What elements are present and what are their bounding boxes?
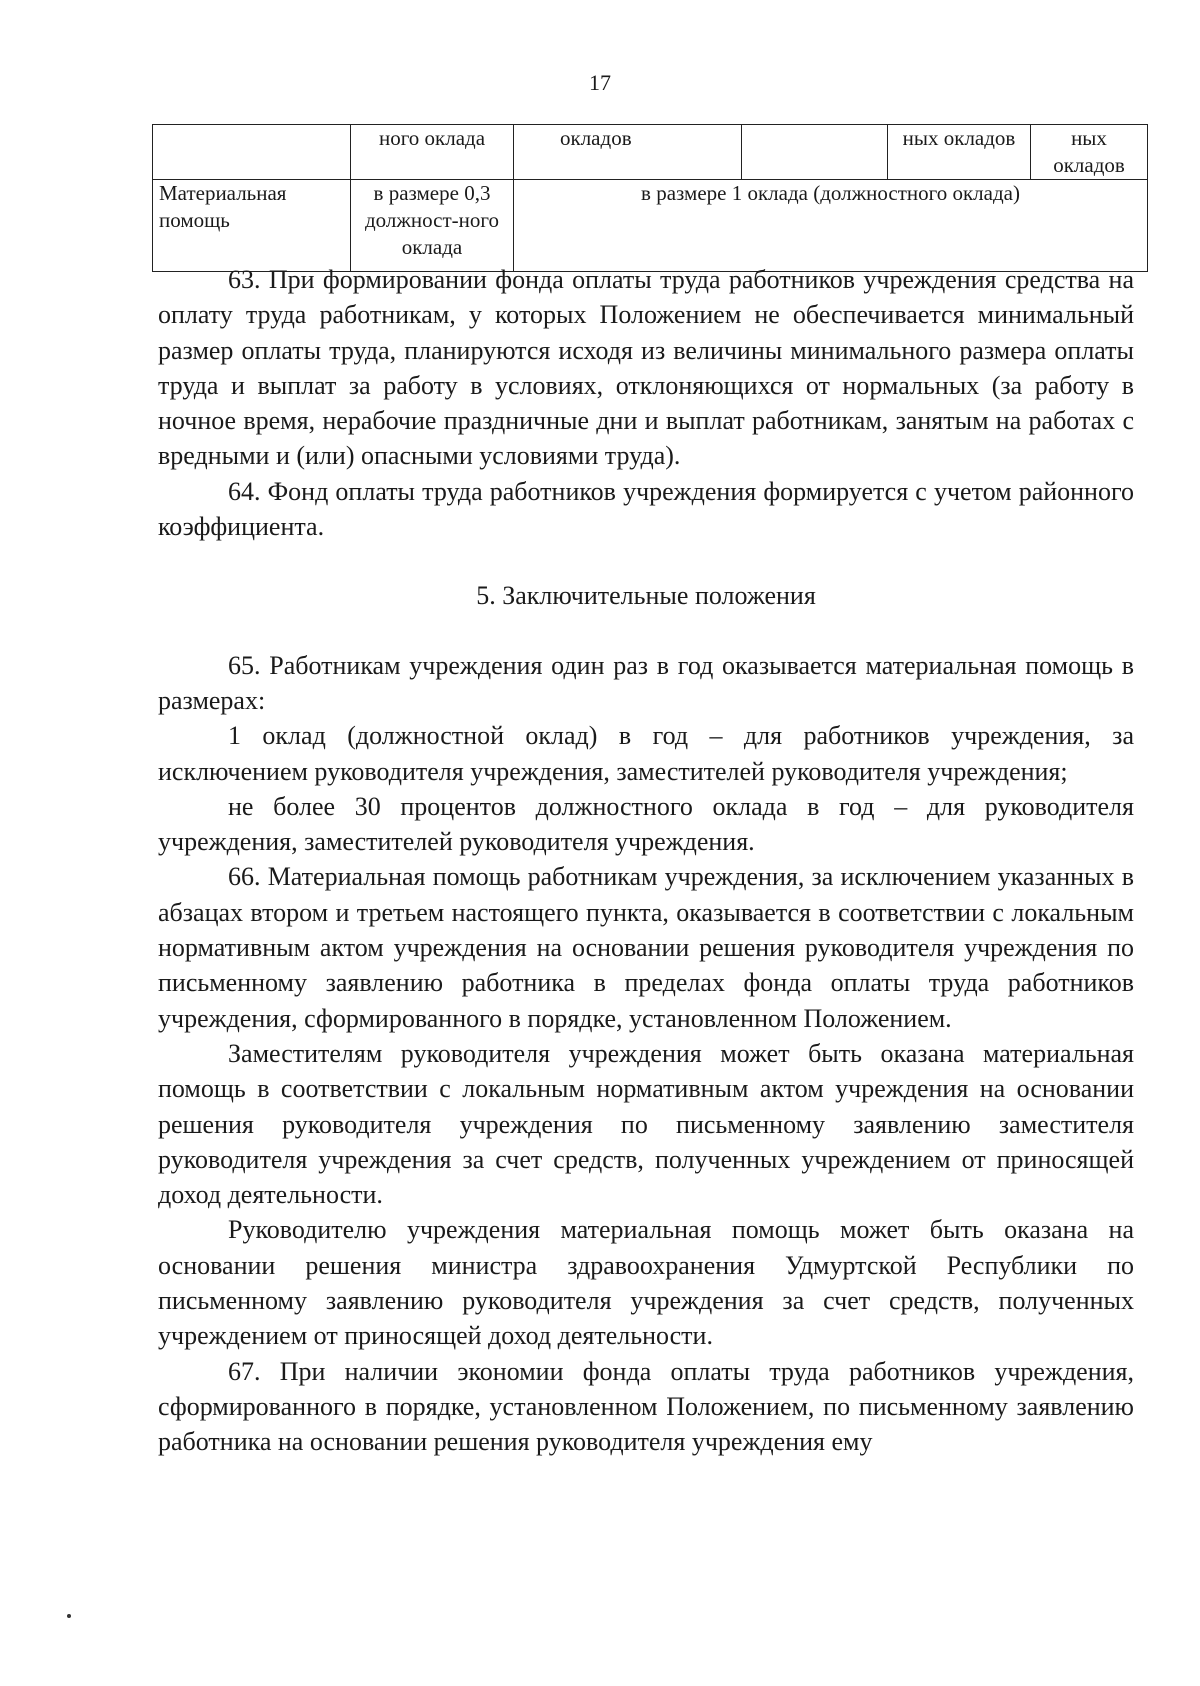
table-cell: в размере 0,3 должност-ного оклада: [351, 180, 514, 272]
paragraph-66-deputies: Заместителям руководителя учреждения может быть оказана материальная помощь в соответствии с локальным нормативным актом учреждения на основании решения руководителя учреждения по письменному заявлению заместителя руководителя учреждения за счет средств, полученных учреждением от приносящей доход деятельности.: [158, 1038, 1134, 1210]
table-row: [153, 180, 1148, 272]
table-cell: [153, 125, 351, 180]
paragraph-64: 64. Фонд оплаты труда работников учреждения формируется с учетом районного коэффициента.: [158, 476, 1134, 542]
paragraph-66-head: Руководителю учреждения материальная помощь может быть оказана на основании решения министра здравоохранения Удмуртской Республики по письменному заявлению руководителя учреждения за счет средств, полученных учреждением от приносящей доход деятельности.: [158, 1215, 1134, 1351]
payment-table: [152, 124, 1148, 272]
table-cell: ного оклада: [351, 125, 514, 180]
paragraph-67: 67. При наличии экономии фонда оплаты труда работников учреждения, сформированного в порядке, установленном Положением, по письменному заявлению работника на основании решения руководителя учреждения ему: [158, 1356, 1134, 1457]
paragraph-63: 63. При формировании фонда оплаты труда работников учреждения средства на оплату труда работникам, у которых Положением не обеспечивается минимальный размер оплаты труда, планируются исходя из величины минимального размера оплаты труда и выплат за работу в условиях, отклоняющихся от нормальных (за работу в ночное время, нерабочие праздничные дни и выплат работникам, занятым на работах с вредными и (или) опасными условиями труда).: [158, 265, 1134, 471]
table-cell: ных окладов: [888, 125, 1031, 180]
document-body: [158, 262, 1134, 1460]
paragraph-65: 65. Работникам учреждения один раз в год оказывается материальная помощь в размерах:: [158, 650, 1134, 715]
page-number: 17: [589, 70, 611, 95]
paragraph-66: 66. Материальная помощь работникам учреждения, за исключением указанных в абзацах втором и третьем настоящего пункта, оказывается в соответствии с локальным нормативным актом учреждения на основании решения руководителя учреждения по письменному заявлению работника в пределах фонда оплаты труда работников учреждения, сформированного в порядке, установленном Положением.: [158, 862, 1134, 1033]
table-cell: ных окладов: [1031, 125, 1148, 180]
paragraph-65-item-1: 1 оклад (должностной оклад) в год – для работников учреждения, за исключением руководителя учреждения, заместителей руководителя учреждения;: [158, 721, 1134, 786]
section-title: 5. Заключительные положения: [476, 581, 816, 611]
scan-speck: [67, 1614, 71, 1618]
table-cell: окладов: [514, 125, 742, 180]
paragraph-65-item-2: не более 30 процентов должностного оклада в год – для руководителя учреждения, заместителей руководителя учреждения.: [158, 791, 1134, 857]
table-cell: [742, 125, 888, 180]
row-label: Материальная помощь: [153, 180, 351, 272]
table-row: [153, 125, 1148, 180]
merged-cell: в размере 1 оклада (должностного оклада): [514, 180, 1148, 272]
